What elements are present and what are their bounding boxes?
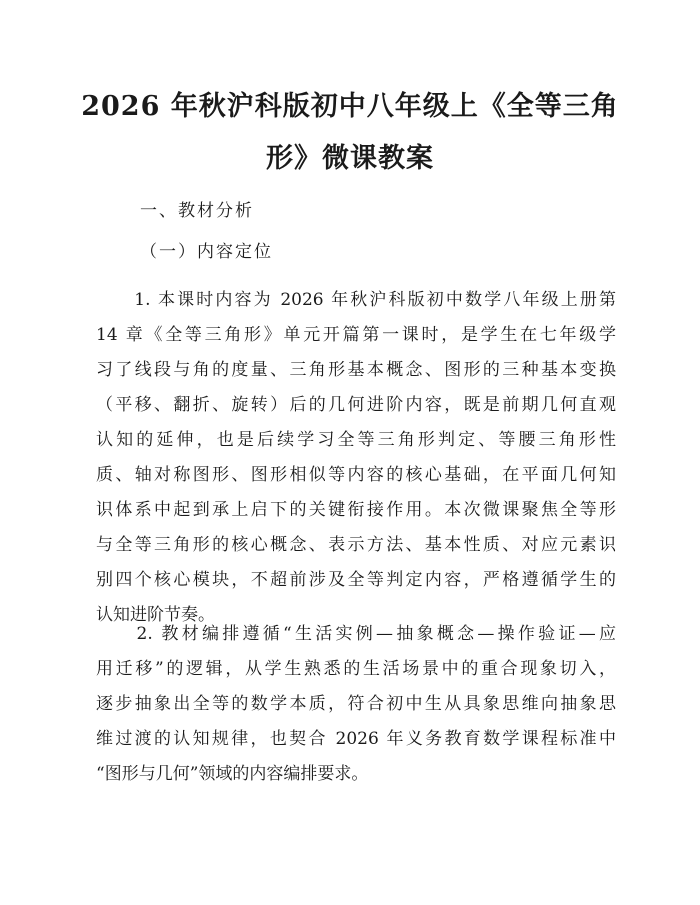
- paragraph-line: 识体系中起到承上启下的关键衔接作用。本次微课聚焦全等形: [96, 500, 616, 520]
- document-title-line-2: 形》微课教案: [266, 143, 434, 174]
- paragraph-line: 质、轴对称图形、图形相似等内容的核心基础，在平面几何知: [96, 465, 616, 485]
- section-heading-textbook-analysis: 一、教材分析: [140, 201, 254, 221]
- document-title-line-1: 2026 年秋沪科版初中八年级上《全等三角: [81, 91, 619, 122]
- paragraph-line: 别四个核心模块，不超前涉及全等判定内容，严格遵循学生的: [96, 570, 616, 590]
- paragraph-line: （平移、翻折、旋转）后的几何进阶内容，既是前期几何直观: [96, 395, 616, 415]
- paragraph-1: [96, 283, 616, 633]
- paragraph-line: 维过渡的认知规律，也契合 2026 年义务教育数学课程标准中: [96, 729, 616, 749]
- paragraph-line: 习了线段与角的度量、三角形基本概念、图形的三种基本变换: [96, 360, 616, 380]
- paragraph-line: 2. 教材编排遵循“生活实例—抽象概念—操作验证—应: [96, 624, 616, 644]
- paragraph-line: 1. 本课时内容为 2026 年秋沪科版初中数学八年级上册第: [96, 290, 616, 310]
- paragraph-line: “图形与几何”领域的内容编排要求。: [96, 764, 369, 784]
- paragraph-line: 用迁移”的逻辑，从学生熟悉的生活场景中的重合现象切入，: [96, 659, 616, 679]
- paragraph-line: 认知的延伸，也是后续学习全等三角形判定、等腰三角形性: [96, 430, 616, 450]
- paragraph-line: 14 章《全等三角形》单元开篇第一课时，是学生在七年级学: [96, 325, 616, 345]
- paragraph-2: [96, 617, 616, 792]
- paragraph-line: 逐步抽象出全等的数学本质，符合初中生从具象思维向抽象思: [96, 694, 616, 714]
- paragraph-line: 与全等三角形的核心概念、表示方法、基本性质、对应元素识: [96, 535, 616, 555]
- paragraph-line: 认知进阶节奏。: [96, 605, 215, 625]
- subsection-heading-content-positioning: （一）内容定位: [140, 242, 273, 262]
